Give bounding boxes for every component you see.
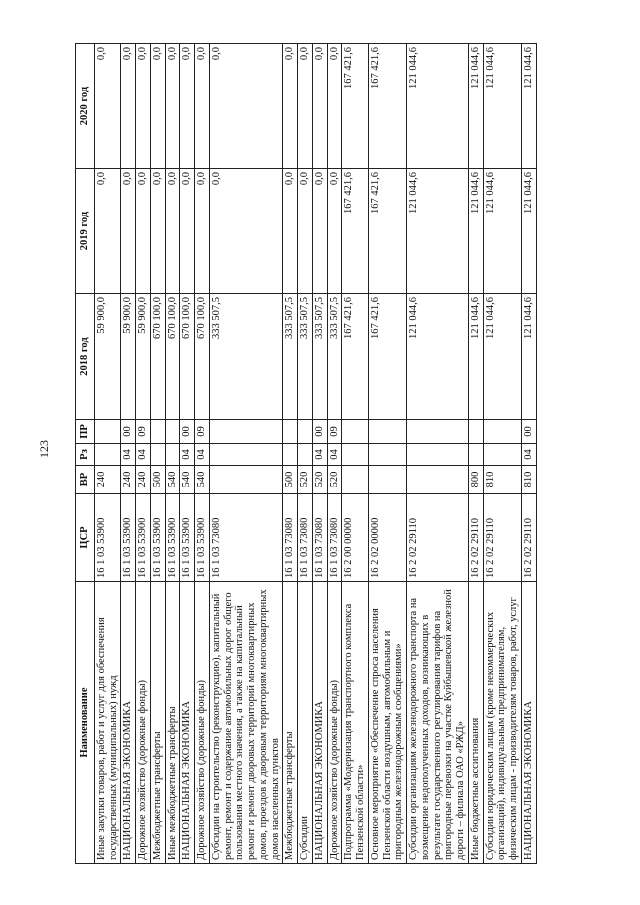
cell-csr: 16 1 03 73080: [209, 494, 283, 582]
cell-csr: 16 1 03 53900: [165, 494, 180, 582]
cell-name: НАЦИОНАЛЬНАЯ ЭКОНОМИКА: [180, 582, 195, 864]
cell-2020: 0,0: [195, 44, 210, 169]
cell-pr: [407, 420, 469, 444]
cell-pr: 00: [121, 420, 136, 444]
table-row: [312, 44, 327, 864]
cell-csr: 16 2 02 29110: [483, 494, 521, 582]
table-row: [165, 44, 180, 864]
cell-csr: 16 2 02 00000: [368, 494, 406, 582]
cell-rz: 04: [136, 444, 151, 466]
header-2020: 2020 год: [76, 44, 95, 169]
cell-rz: 04: [327, 444, 342, 466]
cell-vr: 540: [180, 466, 195, 494]
cell-2020: 121 044,6: [483, 44, 521, 169]
table-row: [342, 44, 369, 864]
cell-vr: 240: [94, 466, 121, 494]
cell-pr: 00: [312, 420, 327, 444]
cell-vr: [407, 466, 469, 494]
cell-name: Иные бюджетные ассигнования: [468, 582, 483, 864]
table-header-row: [76, 44, 95, 864]
cell-2018: 121 044,6: [521, 294, 536, 420]
cell-name: Дорожное хозяйство (дорожные фонды): [195, 582, 210, 864]
cell-rz: 04: [521, 444, 536, 466]
cell-2019: 0,0: [298, 169, 313, 294]
header-2018: 2018 год: [76, 294, 95, 420]
cell-2019: 0,0: [327, 169, 342, 294]
cell-csr: 16 2 00 00000: [342, 494, 369, 582]
table-row: [94, 44, 121, 864]
cell-2020: 0,0: [136, 44, 151, 169]
cell-2018: 59 900,0: [136, 294, 151, 420]
table-row: [195, 44, 210, 864]
cell-rz: [165, 444, 180, 466]
cell-rz: 04: [180, 444, 195, 466]
cell-2020: 0,0: [94, 44, 121, 169]
table-row: [521, 44, 536, 864]
cell-2020: 0,0: [298, 44, 313, 169]
cell-2018: 333 507,5: [312, 294, 327, 420]
cell-2019: 0,0: [94, 169, 121, 294]
cell-pr: [150, 420, 165, 444]
cell-rz: 04: [312, 444, 327, 466]
table-row: [136, 44, 151, 864]
cell-vr: 500: [150, 466, 165, 494]
cell-pr: [368, 420, 406, 444]
cell-rz: [407, 444, 469, 466]
cell-name: Субсидии юридическим лицам (кроме некоммерческих организаций), индивидуальным предпринимателям, физическим лицам - производителям товаров, работ, услуг: [483, 582, 521, 864]
cell-2020: 167 421,6: [368, 44, 406, 169]
cell-2018: 333 507,5: [209, 294, 283, 420]
cell-pr: [94, 420, 121, 444]
header-pr: ПР: [76, 420, 95, 444]
cell-rz: [209, 444, 283, 466]
header-csr: ЦСР: [76, 494, 95, 582]
cell-rz: [94, 444, 121, 466]
cell-csr: 16 1 03 53900: [150, 494, 165, 582]
cell-2019: 0,0: [165, 169, 180, 294]
cell-2018: 670 100,0: [165, 294, 180, 420]
cell-vr: 800: [468, 466, 483, 494]
cell-name: Субсидии: [298, 582, 313, 864]
cell-vr: [209, 466, 283, 494]
cell-vr: [342, 466, 369, 494]
budget-table: [75, 43, 537, 864]
cell-pr: [342, 420, 369, 444]
cell-2020: 0,0: [121, 44, 136, 169]
table-row: [298, 44, 313, 864]
cell-name: Дорожное хозяйство (дорожные фонды): [136, 582, 151, 864]
cell-2019: 0,0: [150, 169, 165, 294]
cell-pr: 00: [180, 420, 195, 444]
cell-rz: [298, 444, 313, 466]
cell-vr: 810: [521, 466, 536, 494]
cell-2020: 121 044,6: [468, 44, 483, 169]
cell-csr: 16 1 03 53900: [94, 494, 121, 582]
cell-2019: 121 044,6: [521, 169, 536, 294]
cell-name: НАЦИОНАЛЬНАЯ ЭКОНОМИКА: [312, 582, 327, 864]
cell-2019: 0,0: [312, 169, 327, 294]
cell-pr: [483, 420, 521, 444]
cell-2018: 121 044,6: [468, 294, 483, 420]
rotated-page-content: [75, 44, 607, 864]
header-vr: ВР: [76, 466, 95, 494]
cell-2019: 121 044,6: [483, 169, 521, 294]
table-row: [121, 44, 136, 864]
cell-vr: [368, 466, 406, 494]
cell-2020: 0,0: [209, 44, 283, 169]
table-row: [468, 44, 483, 864]
table-row: [180, 44, 195, 864]
cell-csr: 16 1 03 53900: [121, 494, 136, 582]
cell-2018: 121 044,6: [483, 294, 521, 420]
cell-vr: 810: [483, 466, 521, 494]
cell-csr: 16 2 02 29110: [468, 494, 483, 582]
cell-pr: [165, 420, 180, 444]
cell-csr: 16 1 03 73080: [312, 494, 327, 582]
cell-name: НАЦИОНАЛЬНАЯ ЭКОНОМИКА: [521, 582, 536, 864]
cell-2020: 0,0: [165, 44, 180, 169]
cell-vr: 540: [165, 466, 180, 494]
cell-rz: [468, 444, 483, 466]
cell-rz: 04: [121, 444, 136, 466]
cell-csr: 16 1 03 73080: [283, 494, 298, 582]
cell-vr: 520: [327, 466, 342, 494]
cell-2018: 167 421,6: [342, 294, 369, 420]
header-2019: 2019 год: [76, 169, 95, 294]
cell-2019: 121 044,6: [407, 169, 469, 294]
cell-2020: 0,0: [150, 44, 165, 169]
cell-csr: 16 1 03 53900: [195, 494, 210, 582]
table-row: [327, 44, 342, 864]
cell-pr: [298, 420, 313, 444]
cell-2018: 167 421,6: [368, 294, 406, 420]
cell-name: Межбюджетные трансферты: [150, 582, 165, 864]
cell-csr: 16 1 03 53900: [136, 494, 151, 582]
cell-2018: 670 100,0: [195, 294, 210, 420]
cell-2018: 333 507,5: [298, 294, 313, 420]
cell-pr: 09: [136, 420, 151, 444]
cell-name: Субсидии организациям железнодорожного транспорта на возмещение недополученных доходов, возникающих в результате государственного регулирования тарифов на пригородные перевозки на участке Куйбышевской железной дороги – филиала ОАО «РЖД»: [407, 582, 469, 864]
cell-rz: [342, 444, 369, 466]
cell-csr: 16 2 02 29110: [521, 494, 536, 582]
header-name: Наименование: [76, 582, 95, 864]
cell-2018: 121 044,6: [407, 294, 469, 420]
cell-2020: 0,0: [180, 44, 195, 169]
cell-name: Межбюджетные трансферты: [283, 582, 298, 864]
cell-rz: [368, 444, 406, 466]
cell-2020: 0,0: [327, 44, 342, 169]
cell-2020: 121 044,6: [521, 44, 536, 169]
cell-pr: [283, 420, 298, 444]
header-rz: Рз: [76, 444, 95, 466]
cell-pr: 09: [195, 420, 210, 444]
cell-2019: 0,0: [209, 169, 283, 294]
cell-rz: [483, 444, 521, 466]
cell-rz: [283, 444, 298, 466]
cell-vr: 240: [136, 466, 151, 494]
cell-2019: 0,0: [180, 169, 195, 294]
cell-vr: 540: [195, 466, 210, 494]
cell-name: Иные закупки товаров, работ и услуг для обеспечения государственных (муниципальных) нужд: [94, 582, 121, 864]
cell-2019: 167 421,6: [368, 169, 406, 294]
cell-2020: 121 044,6: [407, 44, 469, 169]
cell-name: НАЦИОНАЛЬНАЯ ЭКОНОМИКА: [121, 582, 136, 864]
cell-pr: [209, 420, 283, 444]
cell-name: Подпрограмма «Модернизация транспортного комплекса Пензенской области»: [342, 582, 369, 864]
cell-2018: 670 100,0: [180, 294, 195, 420]
cell-pr: 09: [327, 420, 342, 444]
cell-csr: 16 1 03 73080: [298, 494, 313, 582]
cell-name: Иные межбюджетные трансферты: [165, 582, 180, 864]
table-row: [368, 44, 406, 864]
cell-2020: 167 421,6: [342, 44, 369, 169]
cell-2020: 0,0: [312, 44, 327, 169]
cell-rz: [150, 444, 165, 466]
cell-2018: 333 507,5: [327, 294, 342, 420]
cell-2019: 0,0: [121, 169, 136, 294]
cell-2018: 59 900,0: [94, 294, 121, 420]
table-row: [150, 44, 165, 864]
cell-vr: 500: [283, 466, 298, 494]
table-row: [483, 44, 521, 864]
table-row: [407, 44, 469, 864]
cell-2019: 0,0: [136, 169, 151, 294]
cell-name: Субсидии на строительство (реконструкцию), капитальный ремонт, ремонт и содержание автомобильных дорог общего пользования местного значения, а также на капитальный ремонт и ремонт дворовых территорий многоквартирных домов, проездов к дворовым территориям многоквартирных домов населенных пунктов: [209, 582, 283, 864]
cell-2019: 0,0: [195, 169, 210, 294]
table-row: [209, 44, 283, 864]
cell-vr: 240: [121, 466, 136, 494]
cell-2018: 670 100,0: [150, 294, 165, 420]
cell-2020: 0,0: [283, 44, 298, 169]
cell-2019: 121 044,6: [468, 169, 483, 294]
cell-csr: 16 1 03 53900: [180, 494, 195, 582]
cell-2019: 167 421,6: [342, 169, 369, 294]
cell-2018: 59 900,0: [121, 294, 136, 420]
cell-2019: 0,0: [283, 169, 298, 294]
table-body: [94, 44, 536, 864]
cell-name: Основное мероприятие «Обеспечение спроса населения Пензенской области воздушным, автомобильным и пригородным железнодорожным сообщениями»: [368, 582, 406, 864]
cell-pr: 00: [521, 420, 536, 444]
cell-csr: 16 2 02 29110: [407, 494, 469, 582]
cell-2018: 333 507,5: [283, 294, 298, 420]
page-number: 123: [37, 440, 51, 458]
cell-name: Дорожное хозяйство (дорожные фонды): [327, 582, 342, 864]
cell-pr: [468, 420, 483, 444]
cell-rz: 04: [195, 444, 210, 466]
cell-csr: 16 1 03 73080: [327, 494, 342, 582]
cell-vr: 520: [312, 466, 327, 494]
table-row: [283, 44, 298, 864]
cell-vr: 520: [298, 466, 313, 494]
